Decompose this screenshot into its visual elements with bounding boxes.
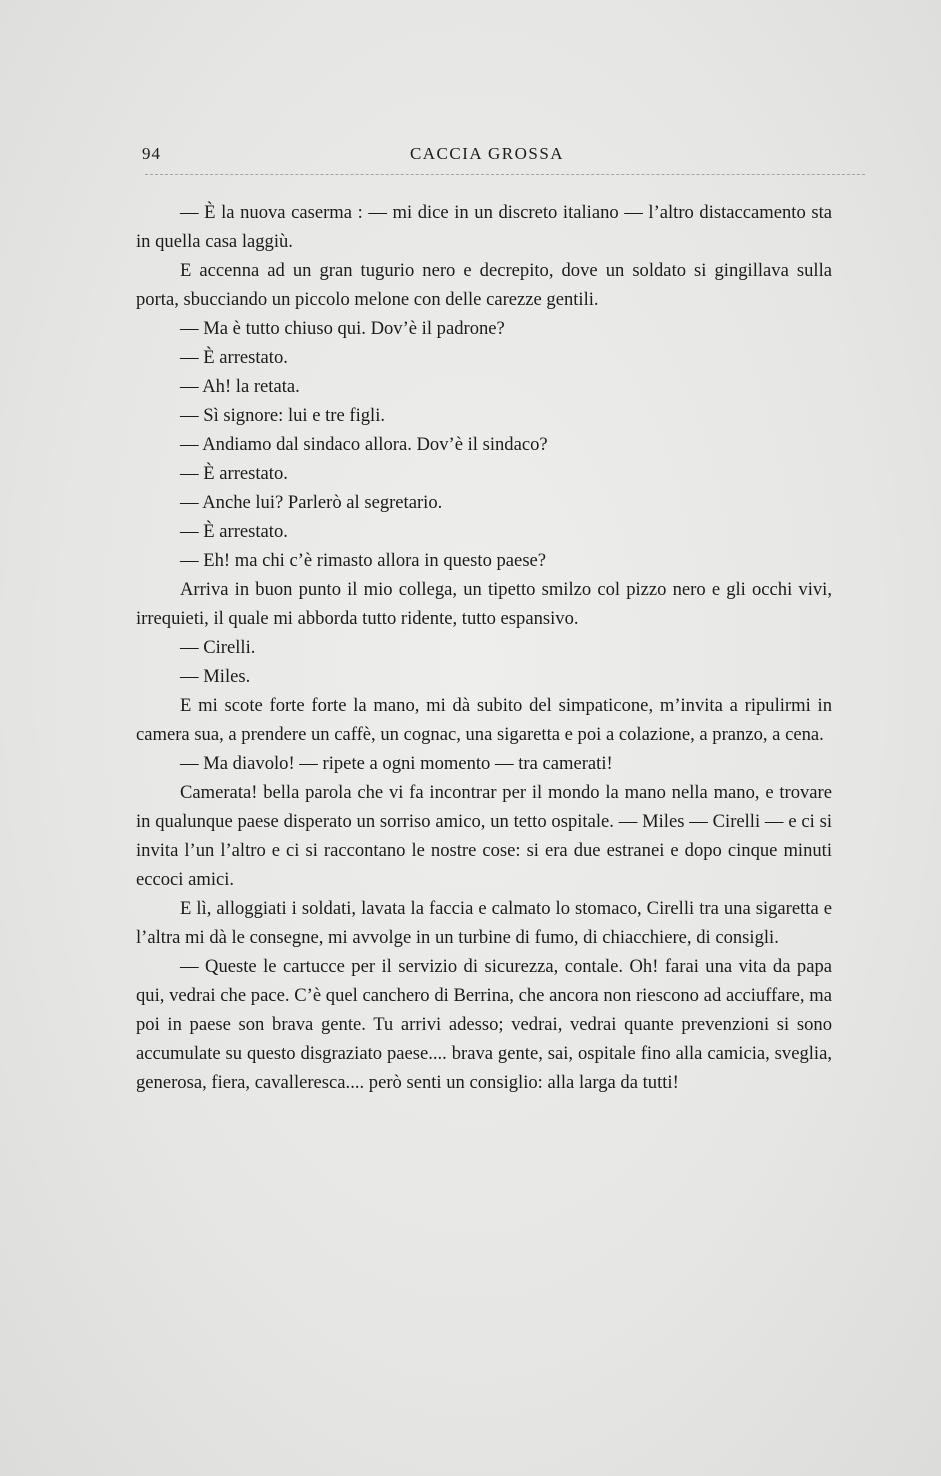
header-rule: [145, 174, 865, 175]
dialogue-line: — Eh! ma chi c’è rimasto allora in questo paese?: [180, 550, 547, 571]
paragraph-caserma: — È la nuova caserma : — mi dice in un discreto italiano — l’altro distaccamento sta in quella casa laggiù.: [136, 202, 832, 252]
dialogue-line: — Ma è tutto chiuso qui. Dov’è il padrone?: [180, 318, 505, 339]
dialogue-line: — È arrestato.: [180, 521, 288, 542]
paragraph-simpaticone: E mi scote forte forte la mano, mi dà subito del simpaticone, m’invita a ripulirmi in camera sua, a prendere un caffè, un cognac, una sigaretta e poi a colazione, a pranzo, a cena.: [136, 695, 832, 745]
paragraph-collega: Arriva in buon punto il mio collega, un tipetto smilzo col pizzo nero e gli occhi vivi, irrequieti, il quale mi abborda tutto ridente, tutto espansivo.: [136, 579, 832, 629]
dialogue-line: — Sì signore: lui e tre figli.: [180, 405, 386, 426]
paragraph-tugurio: E accenna ad un gran tugurio nero e decrepito, dove un soldato si gingillava sulla porta, sbucciando un piccolo melone con delle carezze gentili.: [136, 260, 832, 310]
paragraph-camerata: Camerata! bella parola che vi fa incontrar per il mondo la mano nella mano, e trovare in qualunque paese disperato un sorriso amico, un tetto ospitale. — Miles — Cirelli — e ci si invita l’un l’altro e ci si raccontano le nostre cose: si era due estranei e dopo cinque minuti eccoci amici.: [136, 782, 832, 890]
dialogue-line: — Anche lui? Parlerò al segretario.: [180, 492, 443, 513]
paragraph-consegne: E lì, alloggiati i soldati, lavata la faccia e calmato lo stomaco, Cirelli tra una sigaretta e l’altra mi dà le consegne, mi avvolge in un turbine di fumo, di chiacchiere, di consigli.: [136, 898, 832, 948]
dialogue-line: — È arrestato.: [180, 347, 288, 368]
running-head: [142, 144, 832, 168]
dialogue-line: — Ma diavolo! — ripete a ogni momento — tra camerati!: [180, 753, 613, 774]
dialogue-line: — Cirelli.: [180, 637, 256, 658]
body-text: [136, 198, 832, 1097]
running-title: CACCIA GROSSA: [409, 144, 565, 163]
dialogue-line: — Miles.: [180, 666, 251, 687]
dialogue-line: — Ah! la retata.: [180, 376, 300, 397]
dialogue-line: — Andiamo dal sindaco allora. Dov’è il sindaco?: [180, 434, 548, 455]
paragraph-cartucce: — Queste le cartucce per il servizio di sicurezza, contale. Oh! farai una vita da papa qui, vedrai che pace. C’è quel canchero di Berrina, che ancora non riescono ad acciuffare, ma poi in paese son brava gente. Tu arrivi adesso; vedrai, vedrai quante prevenzioni si sono accumulate su questo disgraziato paese.... brava gente, sai, ospitale fino alla camicia, sveglia, generosa, fiera, cavalleresca.... però senti un consiglio: alla larga da tutti!: [136, 956, 832, 1093]
page-number: 94: [142, 144, 161, 163]
dialogue-line: — È arrestato.: [180, 463, 288, 484]
